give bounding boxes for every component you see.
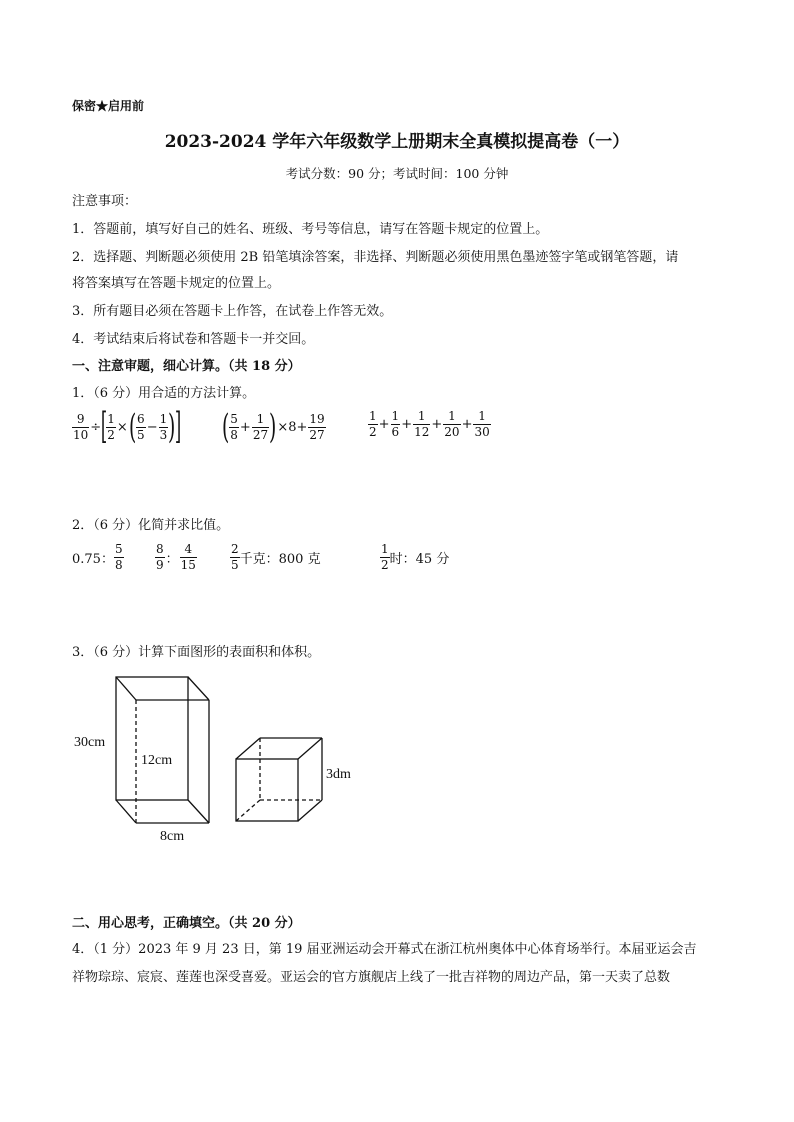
question-3-stem: 3．（6 分）计算下面图形的表面积和体积。 (72, 645, 321, 660)
note-item-3: 3．所有题目必须在答题卡上作答，在试卷上作答无效。 (72, 304, 393, 319)
note-item-1: 1．答题前，填写好自己的姓名、班级、考号等信息，请写在答题卡规定的位置上。 (72, 222, 549, 237)
width-label: 8cm (160, 829, 185, 844)
note-item-4: 4．考试结束后将试卷和答题卡一并交回。 (72, 332, 315, 347)
question-1-stem: 1．（6 分）用合适的方法计算。 (72, 386, 256, 401)
fraction: $\frac{5}{8}$ (114, 542, 123, 572)
section-2-heading: 二、用心思考，正确填空。（共 20 分） (72, 916, 301, 931)
ratio-4: $\frac{1}{2}$ 时：45 分 (381, 542, 450, 572)
fraction: $\frac{1}{27}$ (252, 411, 269, 442)
fraction: $\frac{1}{12}$ (414, 409, 430, 439)
expression-1: $\frac{9}{10}$ ÷ [ $\frac{1}{2}$ × ( $\frac{6}{5}$ − $\frac{1}{3}$ ) ] (73, 406, 181, 447)
cuboid-figure (116, 677, 209, 823)
fraction: $\frac{1}{30}$ (474, 409, 490, 439)
ratio-3: $\frac{2}{5}$ 千克：800 克 (231, 542, 321, 572)
fraction: $\frac{5}{8}$ (230, 411, 238, 442)
fraction: $\frac{19}{27}$ (309, 411, 325, 442)
expression-3: $\frac{1}{2}$ + $\frac{1}{6}$ + $\frac{1}{12}$ + $\frac{1}{20}$ + $\frac{1}{30}$ (369, 409, 490, 439)
fraction: $\frac{1}{3}$ (159, 411, 168, 442)
note-item-2-cont: 将答案填写在答题卡规定的位置上。 (72, 276, 281, 291)
solid-figures (0, 660, 400, 850)
cube-edge-label: 3dm (326, 767, 351, 782)
expression-2: ( $\frac{5}{8}$ + $\frac{1}{27}$ ) ×8+ $\frac{19}{27}$ (221, 407, 325, 447)
ratio-2: $\frac{8}{9}$ ： $\frac{4}{15}$ (156, 542, 196, 572)
question-2-stem: 2．（6 分）化简并求比值。 (72, 518, 230, 533)
fraction: $\frac{1}{6}$ (391, 409, 400, 439)
fraction: $\frac{4}{15}$ (180, 542, 196, 572)
depth-label: 12cm (141, 753, 173, 768)
page-title: 2023-2024 学年六年级数学上册期末全真模拟提高卷（一） (164, 132, 630, 152)
fraction: $\frac{6}{5}$ (137, 411, 145, 442)
fraction: $\frac{8}{9}$ (156, 542, 164, 572)
section-1-heading: 一、注意审题，细心计算。（共 18 分） (72, 359, 301, 374)
fraction: $\frac{9}{10}$ (73, 411, 89, 442)
fraction: $\frac{1}{2}$ (381, 542, 389, 572)
fraction: $\frac{2}{5}$ (231, 542, 239, 572)
question-4-line-2: 祥物琮琮、宸宸、莲莲也深受喜爱。亚运会的官方旗舰店上线了一批吉祥物的周边产品，第一天卖了总数 (72, 970, 671, 985)
note-item-2: 2．选择题、判断题必须使用 2B 铅笔填涂答案，非选择、判断题必须使用黑色墨迹签字笔或钢笔答题，请 (72, 250, 679, 265)
question-4-line-1: 4．（1 分）2023 年 9 月 23 日，第 19 届亚洲运动会开幕式在浙江杭州奥体中心体育场举行。本届亚运会吉 (72, 942, 697, 957)
exam-info: 考试分数：90 分；考试时间：100 分钟 (285, 166, 509, 181)
fraction: $\frac{1}{2}$ (369, 409, 377, 439)
cube-figure (236, 738, 322, 821)
ratio-1: 0.75： $\frac{5}{8}$ (72, 542, 123, 572)
confidential-mark: 保密★启用前 (72, 99, 145, 113)
height-label: 30cm (74, 735, 106, 750)
fraction: $\frac{1}{2}$ (107, 411, 115, 442)
notes-heading: 注意事项： (72, 194, 138, 209)
fraction: $\frac{1}{20}$ (444, 409, 460, 439)
